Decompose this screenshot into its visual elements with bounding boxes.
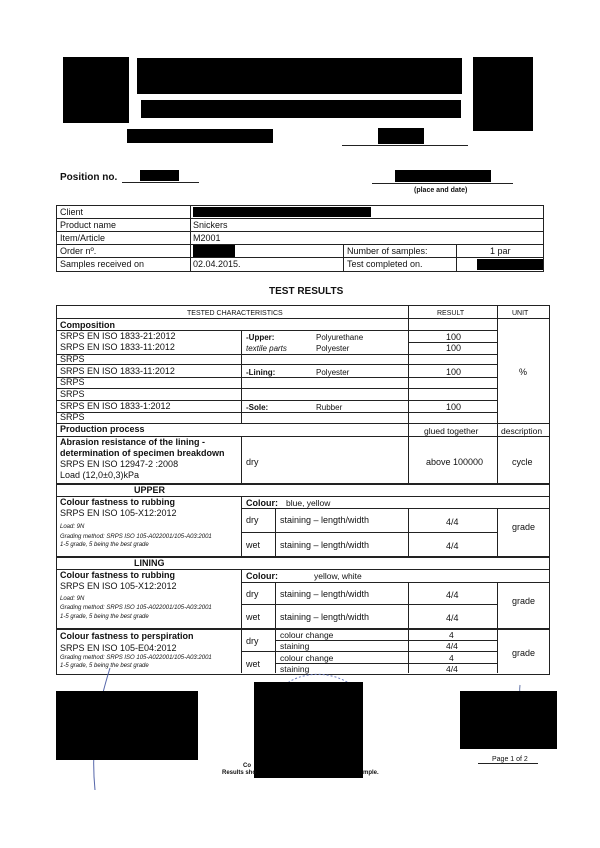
comp-std-4: SRPS EN ISO 1833-11:2012 — [60, 366, 175, 376]
abrasion-title-1: Abrasion resistance of the lining - — [60, 437, 206, 447]
comp-std-1: SRPS EN ISO 1833-21:2012 — [60, 331, 176, 341]
lining-dry-staining: staining – length/width — [280, 589, 370, 599]
persp-std: SRPS EN ISO 105-E04:2012 — [60, 643, 177, 653]
upper-wet-staining: staining – length/width — [280, 540, 370, 550]
redacted-org-subtitle — [141, 100, 461, 118]
item-label: Item/Article — [60, 233, 106, 243]
col-unit: UNIT — [512, 310, 529, 317]
comp-part-4: -Lining: — [246, 368, 276, 377]
upper-test-title: Colour fastness to rubbing — [60, 497, 176, 507]
lining-colour-label: Colour: — [246, 571, 278, 581]
persp-dry-change: colour change — [280, 630, 334, 640]
col-characteristics: TESTED CHARACTERISTICS — [187, 310, 283, 317]
comp-part-2: textile parts — [246, 344, 287, 353]
upper-unit: grade — [512, 522, 536, 532]
upper-wet: wet — [246, 540, 261, 550]
redacted-stamp-center — [254, 682, 363, 778]
persp-grading-1: Grading method: SRPS ISO 105-A022001/105-A03:2001 — [60, 655, 212, 661]
redacted-org-name — [137, 58, 462, 94]
page-number: Page 1 of 2 — [492, 756, 528, 763]
abrasion-load: Load (12,0±0,3)kPa — [60, 470, 139, 480]
samples-count-value: 1 par — [490, 246, 511, 256]
persp-wet-change: colour change — [280, 653, 334, 663]
persp-wet-change-result: 4 — [449, 653, 454, 663]
comp-unit: % — [519, 367, 528, 377]
persp-dry-change-result: 4 — [449, 630, 454, 640]
comp-std-2: SRPS EN ISO 1833-11:2012 — [60, 342, 175, 352]
persp-dry-staining: staining — [280, 641, 310, 651]
order-label: Order nº. — [60, 246, 97, 256]
samples-count-label: Number of samples: — [347, 246, 428, 256]
persp-dry-staining-result: 4/4 — [446, 641, 458, 651]
upper-std: SRPS EN ISO 105-X12:2012 — [60, 508, 177, 518]
lining-grading-2: 1-5 grade, 5 being the best grade — [60, 614, 149, 620]
production-label: Production process — [60, 424, 145, 434]
comp-mat-4: Polyester — [316, 368, 350, 377]
comp-part-7: -Sole: — [246, 403, 269, 412]
lining-wet: wet — [246, 612, 261, 622]
upper-grading-2: 1-5 grade, 5 being the best grade — [60, 542, 149, 548]
item-value: M2001 — [193, 233, 221, 243]
product-label: Product name — [60, 220, 117, 230]
footer-fragment-2: Results sho — [222, 770, 257, 776]
position-label: Position no. — [60, 172, 118, 183]
comp-std-5: SRPS — [60, 377, 85, 387]
redacted-completed — [477, 259, 543, 270]
production-result: glued together — [424, 426, 479, 436]
comp-std-3: SRPS — [60, 354, 85, 364]
redacted-order — [193, 245, 235, 257]
upper-dry-staining: staining – length/width — [280, 515, 370, 525]
lining-section-title: LINING — [134, 558, 165, 568]
persp-wet: wet — [246, 659, 261, 669]
upper-section-title: UPPER — [134, 485, 166, 495]
abrasion-condition: dry — [246, 457, 259, 467]
comp-res-4: 100 — [446, 367, 462, 377]
redacted-logo-right — [473, 57, 533, 131]
upper-grading-1: Grading method: SRPS ISO 105-A022001/105-A03:2001 — [60, 534, 212, 540]
persp-unit: grade — [512, 648, 536, 658]
abrasion-result: above 100000 — [426, 457, 484, 467]
redacted-signature-left — [56, 691, 198, 760]
abrasion-std: SRPS EN ISO 12947-2 :2008 — [60, 459, 179, 469]
received-label: Samples received on — [60, 259, 145, 269]
redacted-place-date — [395, 170, 491, 182]
lining-unit: grade — [512, 596, 536, 606]
production-unit: description — [501, 426, 543, 436]
comp-std-6: SRPS — [60, 389, 85, 399]
lining-dry: dry — [246, 589, 259, 599]
redacted-signature-right — [460, 691, 557, 749]
redacted-client — [193, 207, 371, 217]
footer-fragment-1: Co — [243, 763, 251, 769]
persp-grading-2: 1-5 grade, 5 being the best grade — [60, 663, 149, 669]
footer-fragment-3: mple. — [363, 770, 379, 776]
received-value: 02.04.2015. — [193, 259, 241, 269]
comp-std-8: SRPS — [60, 412, 85, 422]
redacted-code — [378, 128, 424, 144]
comp-std-7: SRPS EN ISO 1833-1:2012 — [60, 401, 171, 411]
persp-dry: dry — [246, 636, 259, 646]
completed-label: Test completed on. — [347, 259, 423, 269]
redacted-logo-left — [63, 57, 129, 123]
composition-title: Composition — [60, 320, 115, 330]
persp-wet-staining-result: 4/4 — [446, 664, 458, 674]
comp-mat-7: Rubber — [316, 403, 343, 412]
lining-test-title: Colour fastness to rubbing — [60, 570, 176, 580]
redacted-position-number — [140, 170, 179, 181]
comp-res-1: 100 — [446, 332, 462, 342]
client-label: Client — [60, 207, 84, 217]
upper-wet-result: 4/4 — [446, 541, 459, 551]
redacted-address — [127, 129, 273, 143]
lining-dry-result: 4/4 — [446, 590, 459, 600]
abrasion-unit: cycle — [512, 457, 533, 467]
lining-std: SRPS EN ISO 105-X12:2012 — [60, 581, 177, 591]
place-date-label: (place and date) — [414, 187, 468, 194]
page-title: TEST RESULTS — [269, 286, 344, 297]
abrasion-title-2: determination of specimen breakdown — [60, 448, 225, 458]
comp-res-7: 100 — [446, 402, 462, 412]
upper-dry: dry — [246, 515, 259, 525]
upper-dry-result: 4/4 — [446, 517, 459, 527]
lining-colour-value: yellow, white — [314, 571, 362, 581]
persp-wet-staining: staining — [280, 664, 310, 674]
lining-wet-staining: staining – length/width — [280, 612, 370, 622]
upper-colour-label: Colour: — [246, 498, 278, 508]
lining-load: Load: 9N — [60, 596, 85, 602]
persp-test-title: Colour fastness to perspiration — [60, 631, 194, 641]
comp-res-2: 100 — [446, 343, 462, 353]
lining-wet-result: 4/4 — [446, 613, 459, 623]
comp-mat-1: Polyurethane — [316, 333, 364, 342]
comp-mat-2: Polyester — [316, 344, 350, 353]
comp-part-1: -Upper: — [246, 333, 275, 342]
product-value: Snickers — [193, 220, 228, 230]
upper-colour-value: blue, yellow — [286, 498, 331, 508]
upper-load: Load: 9N — [60, 524, 85, 530]
lining-grading-1: Grading method: SRPS ISO 105-A022001/105-A03:2001 — [60, 605, 212, 611]
col-result: RESULT — [437, 310, 465, 317]
